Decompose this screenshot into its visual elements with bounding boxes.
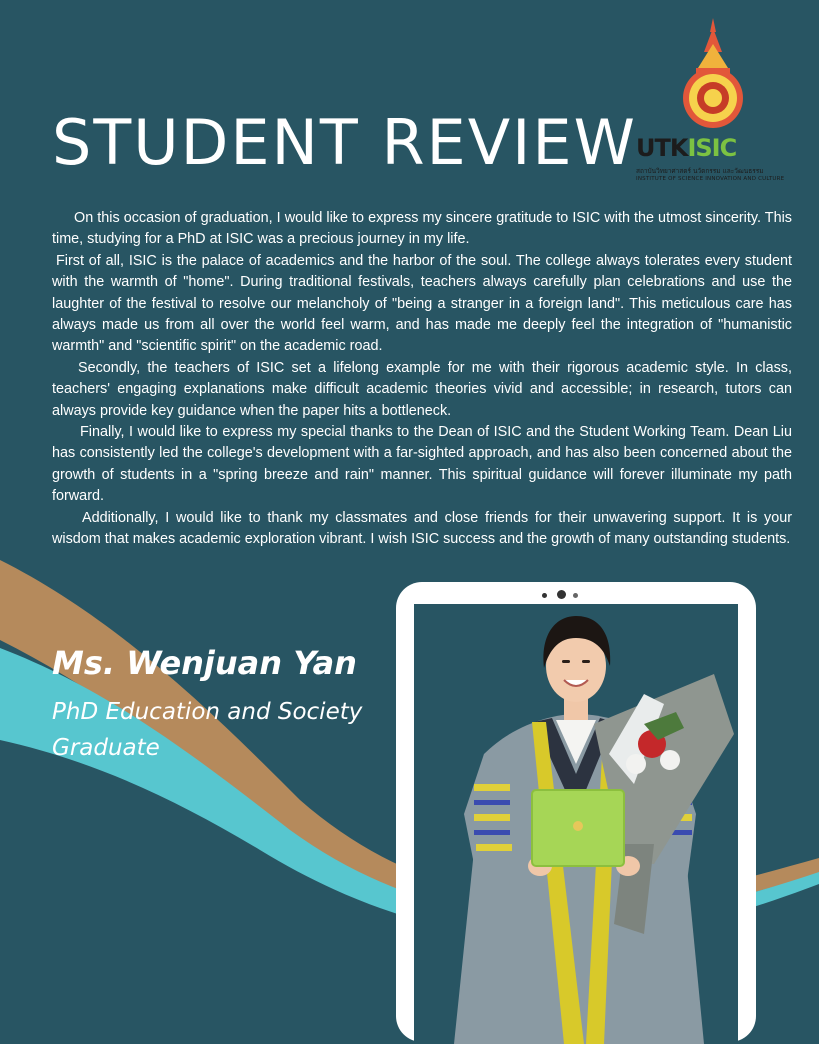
student-status: Graduate <box>52 735 160 761</box>
tablet-screen <box>414 604 738 1044</box>
utk-wordmark-green: ISIC <box>687 134 737 162</box>
review-paragraph: First of all, ISIC is the palace of academics and the harbor of the soul. The college always tolerates every student with the warmth of "home". During traditional festivals, teachers always carefully plan celebrations and use the laughter of the festival to resolve our melancholy of "being a stranger in a foreign land". This meticulous care has always made us from all over the world feel warm, and has made me deeply feel the integration of "humanistic warmth" and "scientific spirit" on the academic road. <box>52 252 792 355</box>
review-paragraph: Additionally, I would like to thank my classmates and close friends for their unwavering support. It is your wisdom that makes academic exploration vibrant. I wish ISIC success and the growth of many outstanding students. <box>52 509 792 548</box>
utk-isic-logo <box>636 136 796 188</box>
review-paragraph: On this occasion of graduation, I would like to express my sincere gratitude to ISIC with the utmost sincerity. This time, studying for a PhD at ISIC was a precious journey in my life. <box>52 210 792 248</box>
review-paragraph: Finally, I would like to express my special thanks to the Dean of ISIC and the Student Working Team. Dean Liu has consistently led the college's development with a far-sighted approach, and has also been concerned about the growth of students in a "spring breeze and rain" manner. This spiritual guidance will forever illuminate my path forward. <box>52 424 792 505</box>
review-paragraph: Secondly, the teachers of ISIC set a lifelong example for me with their rigorous academic style. In class, teachers' engaging explanations make difficult academic theories vivid and accessible; in research, tutors can always provide key guidance when the paper hits a bottleneck. <box>52 359 792 419</box>
tablet-camera <box>542 589 592 601</box>
utk-wordmark <box>636 136 736 160</box>
graduate-photo <box>414 604 738 1044</box>
camera-sensor-icon <box>573 593 578 598</box>
university-seal-icon <box>680 18 746 130</box>
utk-english-text: INSTITUTE OF SCIENCE INNOVATION AND CULTURE <box>636 176 785 182</box>
student-role <box>52 694 362 766</box>
utk-thai-text: สถาบันวิทยาศาสตร์ นวัตกรรม และวัฒนธรรม <box>636 167 764 175</box>
utk-wordmark-dark: UTK <box>636 134 688 162</box>
camera-dot-icon <box>542 593 547 598</box>
camera-lens-icon <box>557 590 566 599</box>
review-body <box>52 208 792 551</box>
page-title: STUDENT REVIEW <box>52 106 637 179</box>
student-program: PhD Education and Society <box>52 699 363 725</box>
student-name: Ms. Wenjuan Yan <box>52 644 357 682</box>
